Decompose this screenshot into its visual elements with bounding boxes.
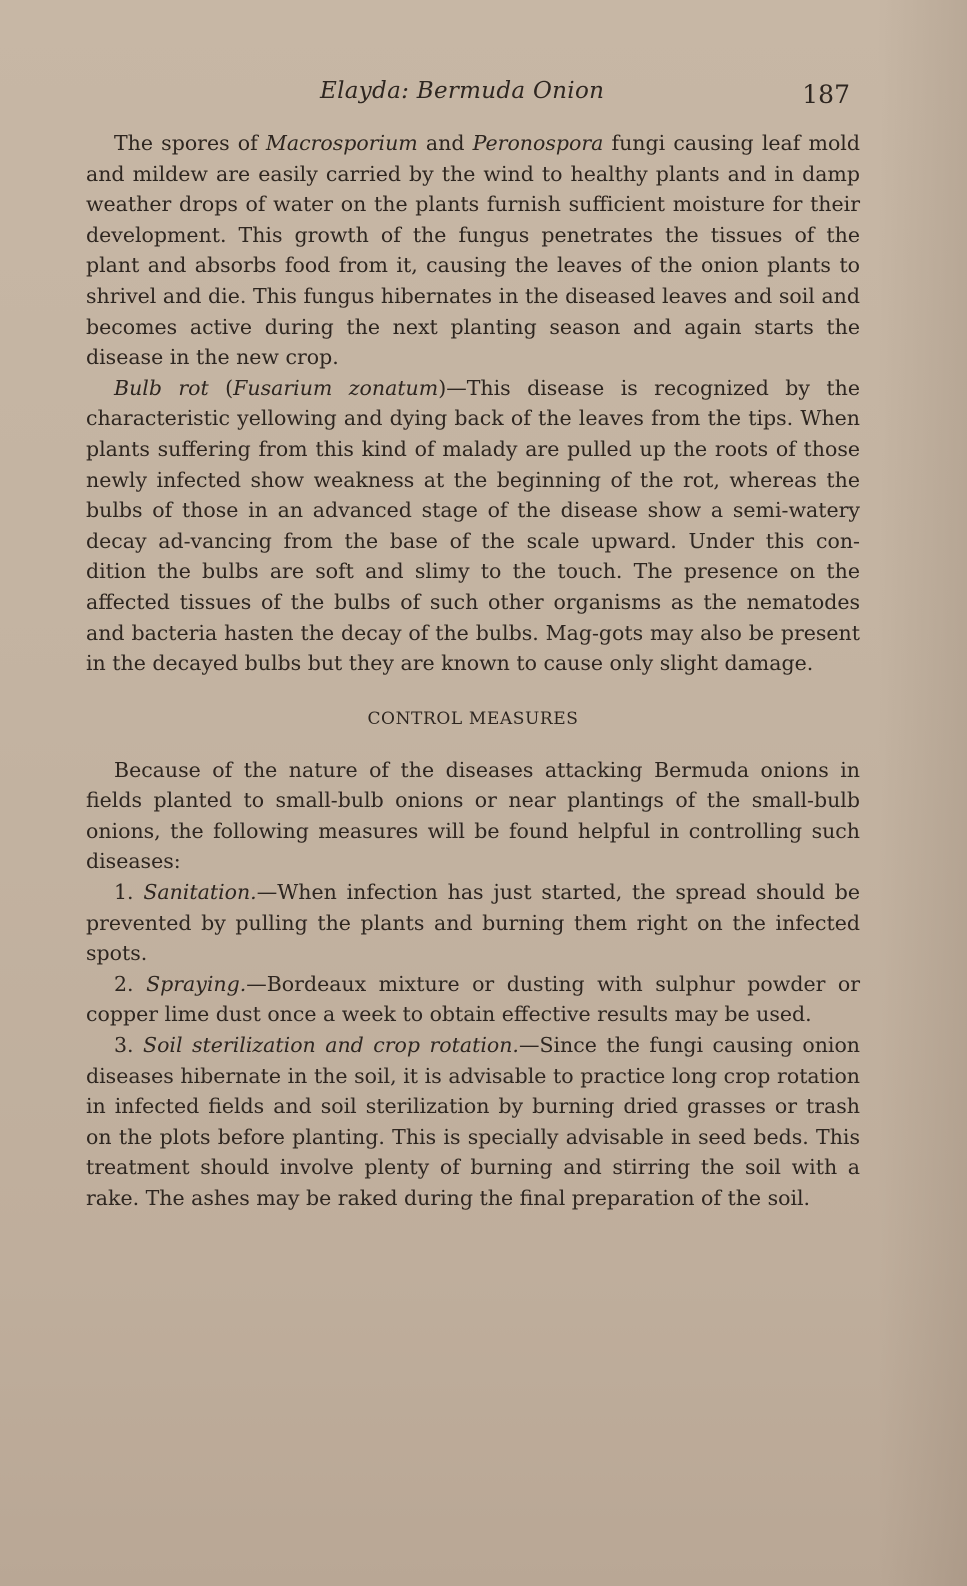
paragraph-bulb-rot: Bulb rot (Fusarium zonatum)—This disease is recognized by the characteristic yellowing and dying back of the leaves from the tips. When plants suffering from this kind of malady are pulled up the roots of those newly infected show weakness at the beginning of the rot, whereas the bulbs of those in an advanced stage of the disease show a semi-watery decay ad-vancing from the base of the scale upward. Under this con-dition the bulbs are soft and slimy to the touch. The presence on the affected tissues of the bulbs of such other organisms as the nematodes and bacteria hasten the decay of the bulbs. Mag-gots may also be present in the decayed bulbs but they are known to cause only slight damage. [86, 375, 860, 676]
paragraph-control-intro: Because of the nature of the diseases attacking Bermuda onions in fields planted to small-bulb onions or near plantings of the small-bulb onions, the following measures will be found helpful in controlling such diseases: [86, 757, 860, 874]
genus-macrosporium: Macrosporium [265, 131, 418, 155]
measure-soil-sterilization: 3. Soil sterilization and crop rotation.—Since the fungi causing onion diseases hibernate in the soil, it is advisable to practice long crop rotation in infected fields and soil sterilization by burning dried grasses or trash on the plots before planting. This is specially advisable in seed beds. This treatment should involve plenty of burning and stirring the soil with a rake. The ashes may be raked during the final preparation of the soil. [86, 1033, 860, 1210]
paragraph-spores: The spores of Macrosporium and Peronospora fungi causing leaf mold and mildew are easily carried by the wind to healthy plants and in damp weather drops of water on the plants furnish sufficient moisture for their development. This growth of the fungus penetrates the tissues of the plant and absorbs food from it, causing the leaves of the onion plants to shrivel and die. This fungus hibernates in the diseased leaves and soil and becomes active during the next planting season and again starts the disease in the new crop. [86, 131, 860, 370]
genus-peronospora: Peronospora [472, 131, 604, 155]
running-head [86, 70, 860, 114]
measure-sanitation: 1. Sanitation.—When infection has just started, the spread should be prevented by pulling the plants and burning them right on the infected spots. [86, 880, 860, 966]
measure-title: Soil sterilization and crop rotation. [143, 1033, 519, 1058]
page-edge-shadow [877, 0, 967, 1586]
measure-title: Sanitation. [143, 880, 257, 905]
running-title: Elayda: Bermuda Onion [320, 78, 605, 104]
measure-spraying: 2. Spraying.—Bordeaux mixture or dusting with sulphur powder or copper lime dust once a week to obtain effective results may be used. [86, 971, 861, 1027]
measure-title: Spraying. [146, 971, 247, 996]
section-heading-control-measures: CONTROL MEASURES [367, 708, 579, 729]
fusarium-name: Fusarium zonatum [233, 375, 439, 400]
book-page [86, 70, 860, 1214]
bulb-rot-term: Bulb rot [114, 375, 209, 400]
page-number: 187 [802, 80, 850, 109]
